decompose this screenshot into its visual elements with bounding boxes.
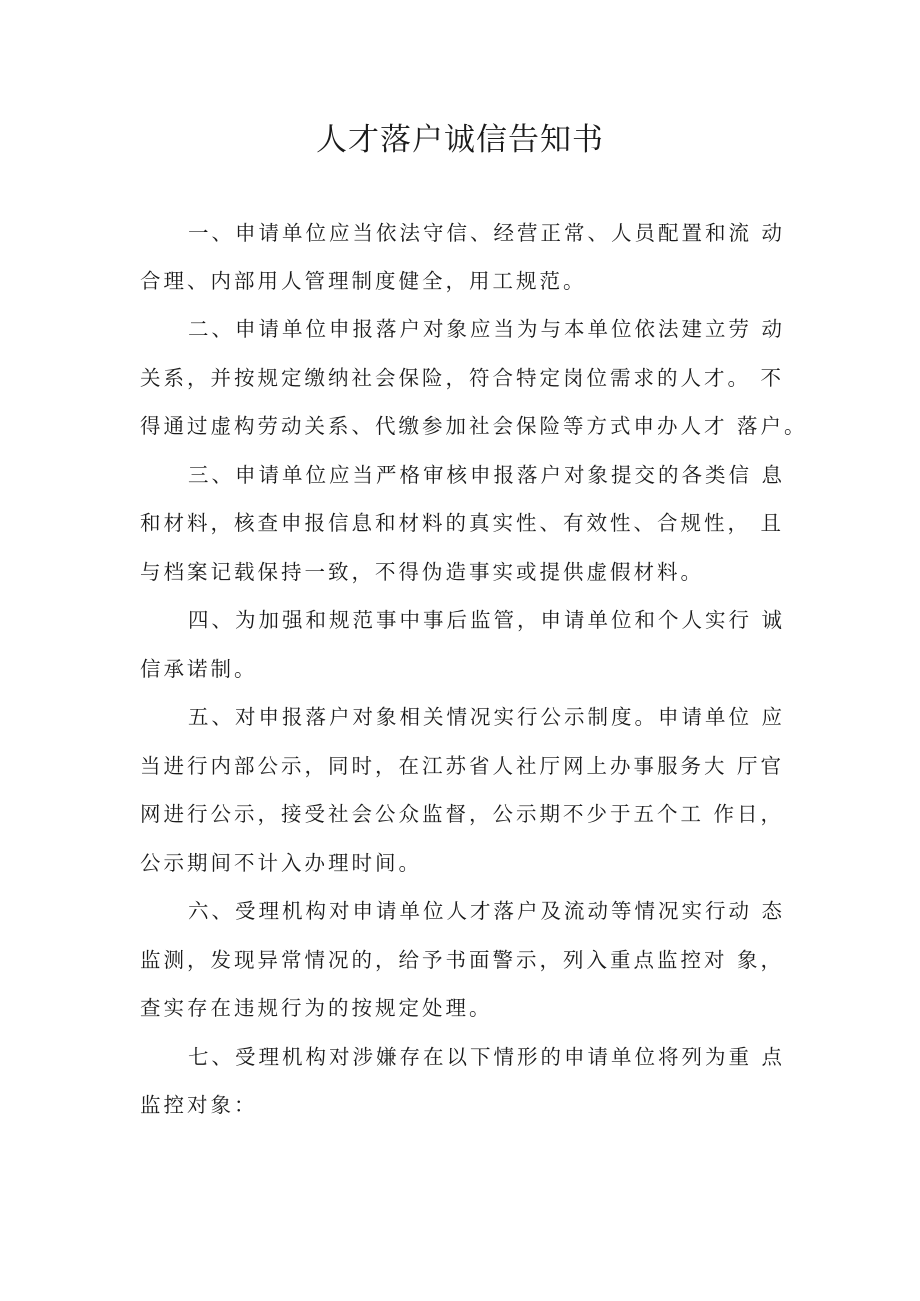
- body-line: 五、对申报落户对象相关情况实行公示制度。申请单位 应: [188, 705, 786, 729]
- body-line: 查实存在违规行为的按规定处理。: [140, 996, 493, 1020]
- body-line: 二、申请单位申报落户对象应当为与本单位依法建立劳 动: [188, 317, 786, 341]
- body-line: 关系，并按规定缴纳社会保险，符合特定岗位需求的人才。 不: [140, 366, 785, 390]
- body-line: 监测，发现异常情况的，给予书面警示，列入重点监控对 象，: [140, 948, 785, 972]
- body-line: 一、申请单位应当依法守信、经营正常、人员配置和流 动: [188, 221, 786, 245]
- body-line: 与档案记载保持一致，不得伪造事实或提供虚假材料。: [140, 560, 704, 584]
- body-line: 合理、内部用人管理制度健全，用工规范。: [140, 269, 587, 293]
- body-line: 网进行公示，接受社会公众监督，公示期不少于五个工 作日，: [140, 802, 785, 826]
- body-line: 六、受理机构对申请单位人才落户及流动等情况实行动 态: [188, 899, 786, 923]
- body-line: 公示期间不计入办理时间。: [140, 851, 422, 875]
- body-line: 三、申请单位应当严格审核申报落户对象提交的各类信 息: [188, 463, 786, 487]
- body-line: 得通过虚构劳动关系、代缴参加社会保险等方式申办人才 落户。: [140, 414, 808, 438]
- body-line: 当进行内部公示，同时，在江苏省人社厅网上办事服务大 厅官: [140, 754, 785, 778]
- body-line: 监控对象：: [140, 1093, 258, 1117]
- document-title: 人才落户诚信告知书: [316, 122, 604, 158]
- body-line: 和材料，核查申报信息和材料的真实性、有效性、合规性， 且: [140, 511, 785, 535]
- body-line: 信承诺制。: [140, 657, 258, 681]
- body-line: 七、受理机构对涉嫌存在以下情形的申请单位将列为重 点: [188, 1045, 786, 1069]
- body-line: 四、为加强和规范事中事后监管，申请单位和个人实行 诚: [188, 608, 786, 632]
